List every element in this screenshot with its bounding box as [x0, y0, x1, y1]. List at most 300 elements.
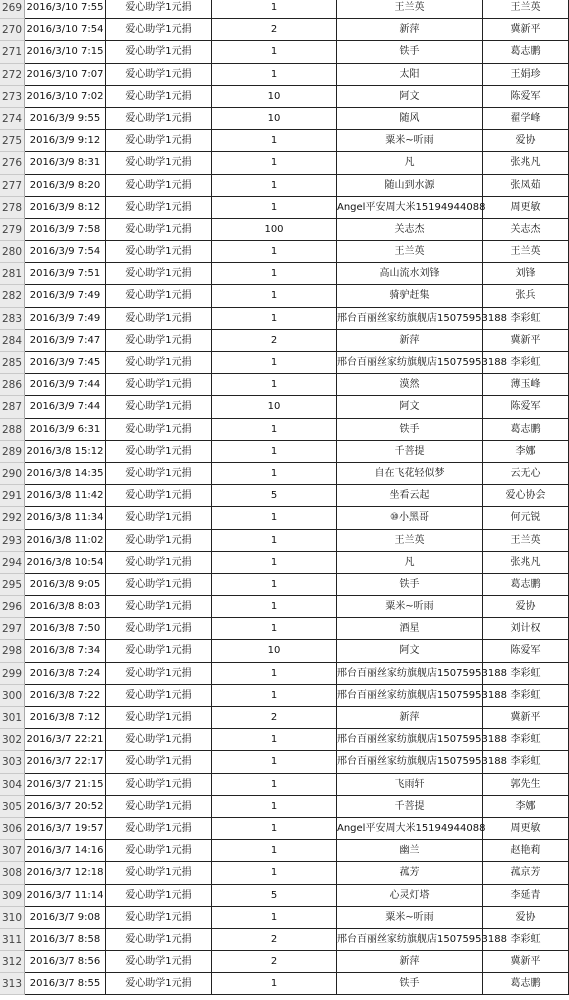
cell-date[interactable]: 2016/3/9 7:54 [25, 241, 106, 263]
row-header[interactable]: 269 [0, 0, 25, 19]
cell-donor-name[interactable]: 千菩提 [337, 441, 483, 463]
cell-date[interactable]: 2016/3/8 15:12 [25, 441, 106, 463]
cell-date[interactable]: 2016/3/10 7:07 [25, 64, 106, 86]
cell-amount[interactable]: 1 [212, 463, 337, 485]
cell-date[interactable]: 2016/3/9 7:44 [25, 396, 106, 418]
cell-amount[interactable]: 1 [212, 818, 337, 840]
cell-donor-name[interactable]: 粟米~听雨 [337, 907, 483, 929]
cell-project[interactable]: 爱心助学1元捐 [106, 685, 212, 707]
table-row [0, 41, 569, 63]
cell-date[interactable]: 2016/3/7 20:52 [25, 796, 106, 818]
table-row [0, 19, 569, 41]
cell-recorder[interactable]: 王娟珍 [483, 64, 569, 86]
cell-amount[interactable]: 10 [212, 640, 337, 662]
cell-project[interactable]: 爱心助学1元捐 [106, 951, 212, 973]
cell-project[interactable]: 爱心助学1元捐 [106, 729, 212, 751]
cell-donor-name[interactable]: 铁手 [337, 419, 483, 441]
cell-recorder[interactable]: 冀新平 [483, 330, 569, 352]
table-row [0, 796, 569, 818]
table-row [0, 774, 569, 796]
cell-amount[interactable]: 1 [212, 374, 337, 396]
cell-donor-name[interactable]: 阿文 [337, 396, 483, 418]
cell-donor-name[interactable]: 随山到水源 [337, 175, 483, 197]
cell-donor-name[interactable]: 高山流水刘锋 [337, 263, 483, 285]
row-header[interactable]: 277 [0, 175, 25, 197]
row-header[interactable]: 290 [0, 463, 25, 485]
cell-date[interactable]: 2016/3/8 7:24 [25, 663, 106, 685]
cell-project[interactable]: 爱心助学1元捐 [106, 574, 212, 596]
cell-project[interactable]: 爱心助学1元捐 [106, 707, 212, 729]
cell-date[interactable]: 2016/3/9 7:58 [25, 219, 106, 241]
cell-project[interactable]: 爱心助学1元捐 [106, 130, 212, 152]
row-header[interactable]: 309 [0, 885, 25, 907]
cell-amount[interactable]: 1 [212, 130, 337, 152]
row-header[interactable]: 298 [0, 640, 25, 662]
cell-donor-name[interactable]: 骑驴赶集 [337, 285, 483, 307]
cell-recorder[interactable]: 李彩虹 [483, 308, 569, 330]
cell-recorder[interactable]: 葛志鹏 [483, 574, 569, 596]
cell-donor-name[interactable]: ⑩小黑哥 [337, 507, 483, 529]
cell-project[interactable]: 爱心助学1元捐 [106, 263, 212, 285]
cell-amount[interactable]: 1 [212, 241, 337, 263]
cell-recorder[interactable]: 爱协 [483, 130, 569, 152]
table-row [0, 463, 569, 485]
cell-donor-name[interactable]: 邢台百丽丝家纺旗舰店15075953188 [337, 352, 483, 374]
cell-date[interactable]: 2016/3/8 14:35 [25, 463, 106, 485]
cell-recorder[interactable]: 云无心 [483, 463, 569, 485]
cell-recorder[interactable]: 陈爱军 [483, 396, 569, 418]
cell-donor-name[interactable]: 邢台百丽丝家纺旗舰店15075953188 [337, 751, 483, 773]
cell-donor-name[interactable]: 阿文 [337, 640, 483, 662]
cell-project[interactable]: 爱心助学1元捐 [106, 419, 212, 441]
cell-amount[interactable]: 1 [212, 663, 337, 685]
cell-date[interactable]: 2016/3/7 8:56 [25, 951, 106, 973]
cell-date[interactable]: 2016/3/9 8:20 [25, 175, 106, 197]
row-header[interactable]: 271 [0, 41, 25, 63]
cell-amount[interactable]: 1 [212, 729, 337, 751]
cell-date[interactable]: 2016/3/9 7:45 [25, 352, 106, 374]
cell-project[interactable]: 爱心助学1元捐 [106, 663, 212, 685]
row-header[interactable]: 274 [0, 108, 25, 130]
cell-amount[interactable]: 5 [212, 485, 337, 507]
cell-donor-name[interactable]: 漠然 [337, 374, 483, 396]
table-row [0, 596, 569, 618]
table-row [0, 618, 569, 640]
cell-donor-name[interactable]: 铁手 [337, 973, 483, 995]
cell-amount[interactable]: 10 [212, 396, 337, 418]
row-header[interactable]: 292 [0, 507, 25, 529]
cell-amount[interactable]: 100 [212, 219, 337, 241]
cell-date[interactable]: 2016/3/9 9:12 [25, 130, 106, 152]
cell-recorder[interactable]: 菰京芳 [483, 862, 569, 884]
cell-recorder[interactable]: 周更敏 [483, 818, 569, 840]
cell-recorder[interactable]: 陈爱军 [483, 86, 569, 108]
cell-amount[interactable]: 2 [212, 19, 337, 41]
cell-project[interactable]: 爱心助学1元捐 [106, 396, 212, 418]
cell-project[interactable]: 爱心助学1元捐 [106, 86, 212, 108]
row-header[interactable]: 286 [0, 374, 25, 396]
cell-recorder[interactable]: 张兵 [483, 285, 569, 307]
cell-amount[interactable]: 1 [212, 507, 337, 529]
cell-amount[interactable]: 1 [212, 618, 337, 640]
cell-donor-name[interactable]: 飞雨轩 [337, 774, 483, 796]
row-header[interactable]: 282 [0, 285, 25, 307]
cell-project[interactable]: 爱心助学1元捐 [106, 929, 212, 951]
cell-recorder[interactable]: 李彩虹 [483, 685, 569, 707]
cell-project[interactable]: 爱心助学1元捐 [106, 507, 212, 529]
cell-donor-name[interactable]: 王兰英 [337, 0, 483, 19]
table-row [0, 862, 569, 884]
cell-project[interactable]: 爱心助学1元捐 [106, 485, 212, 507]
cell-project[interactable]: 爱心助学1元捐 [106, 330, 212, 352]
cell-project[interactable]: 爱心助学1元捐 [106, 862, 212, 884]
table-row [0, 352, 569, 374]
cell-date[interactable]: 2016/3/8 8:03 [25, 596, 106, 618]
row-header[interactable]: 311 [0, 929, 25, 951]
table-row [0, 818, 569, 840]
cell-recorder[interactable]: 张凤茹 [483, 175, 569, 197]
row-header[interactable]: 305 [0, 796, 25, 818]
cell-amount[interactable]: 1 [212, 907, 337, 929]
row-header[interactable]: 288 [0, 419, 25, 441]
cell-donor-name[interactable]: 心灵灯塔 [337, 885, 483, 907]
cell-recorder[interactable]: 葛志鹏 [483, 419, 569, 441]
table-row [0, 663, 569, 685]
cell-recorder[interactable]: 李娜 [483, 796, 569, 818]
cell-project[interactable]: 爱心助学1元捐 [106, 818, 212, 840]
cell-recorder[interactable]: 李彩虹 [483, 751, 569, 773]
cell-donor-name[interactable]: 凡 [337, 152, 483, 174]
row-header[interactable]: 306 [0, 818, 25, 840]
row-header[interactable]: 285 [0, 352, 25, 374]
cell-recorder[interactable]: 关志杰 [483, 219, 569, 241]
cell-donor-name[interactable]: 新萍 [337, 19, 483, 41]
cell-recorder[interactable]: 王兰英 [483, 0, 569, 19]
cell-date[interactable]: 2016/3/7 8:55 [25, 973, 106, 995]
cell-date[interactable]: 2016/3/7 19:57 [25, 818, 106, 840]
row-header[interactable]: 273 [0, 86, 25, 108]
cell-date[interactable]: 2016/3/10 7:15 [25, 41, 106, 63]
row-header[interactable]: 304 [0, 774, 25, 796]
cell-project[interactable]: 爱心助学1元捐 [106, 241, 212, 263]
table-row [0, 330, 569, 352]
cell-donor-name[interactable]: 酒星 [337, 618, 483, 640]
cell-date[interactable]: 2016/3/9 7:49 [25, 285, 106, 307]
cell-amount[interactable]: 1 [212, 552, 337, 574]
row-header[interactable]: 283 [0, 308, 25, 330]
cell-recorder[interactable]: 陈爱军 [483, 640, 569, 662]
cell-donor-name[interactable]: 邢台百丽丝家纺旗舰店15075953188 [337, 929, 483, 951]
row-header[interactable]: 308 [0, 862, 25, 884]
cell-date[interactable]: 2016/3/9 7:51 [25, 263, 106, 285]
cell-date[interactable]: 2016/3/8 10:54 [25, 552, 106, 574]
cell-amount[interactable]: 1 [212, 419, 337, 441]
table-row [0, 907, 569, 929]
cell-date[interactable]: 2016/3/8 9:05 [25, 574, 106, 596]
cell-project[interactable]: 爱心助学1元捐 [106, 840, 212, 862]
cell-amount[interactable]: 1 [212, 175, 337, 197]
cell-donor-name[interactable]: 坐看云起 [337, 485, 483, 507]
cell-project[interactable]: 爱心助学1元捐 [106, 0, 212, 19]
cell-date[interactable]: 2016/3/10 7:54 [25, 19, 106, 41]
table-row [0, 552, 569, 574]
cell-project[interactable]: 爱心助学1元捐 [106, 463, 212, 485]
cell-project[interactable]: 爱心助学1元捐 [106, 152, 212, 174]
cell-recorder[interactable]: 张兆凡 [483, 152, 569, 174]
cell-donor-name[interactable]: 千菩提 [337, 796, 483, 818]
cell-date[interactable]: 2016/3/10 7:02 [25, 86, 106, 108]
row-header[interactable]: 310 [0, 907, 25, 929]
cell-recorder[interactable]: 何元锐 [483, 507, 569, 529]
table-row [0, 707, 569, 729]
row-header[interactable]: 278 [0, 197, 25, 219]
cell-date[interactable]: 2016/3/9 7:47 [25, 330, 106, 352]
cell-project[interactable]: 爱心助学1元捐 [106, 308, 212, 330]
cell-donor-name[interactable]: Angel平安周大米15194944088 [337, 818, 483, 840]
cell-project[interactable]: 爱心助学1元捐 [106, 352, 212, 374]
cell-recorder[interactable]: 冀新平 [483, 707, 569, 729]
cell-date[interactable]: 2016/3/9 9:55 [25, 108, 106, 130]
cell-date[interactable]: 2016/3/8 7:34 [25, 640, 106, 662]
cell-project[interactable]: 爱心助学1元捐 [106, 197, 212, 219]
cell-date[interactable]: 2016/3/7 22:17 [25, 751, 106, 773]
cell-recorder[interactable]: 爱协 [483, 907, 569, 929]
row-header[interactable]: 313 [0, 973, 25, 995]
cell-donor-name[interactable]: 铁手 [337, 41, 483, 63]
cell-donor-name[interactable]: 邢台百丽丝家纺旗舰店15075953188 [337, 308, 483, 330]
cell-amount[interactable]: 1 [212, 263, 337, 285]
table-row [0, 241, 569, 263]
row-header[interactable]: 276 [0, 152, 25, 174]
row-header[interactable]: 307 [0, 840, 25, 862]
cell-date[interactable]: 2016/3/7 12:18 [25, 862, 106, 884]
cell-project[interactable]: 爱心助学1元捐 [106, 973, 212, 995]
table-row [0, 929, 569, 951]
cell-recorder[interactable]: 李彩虹 [483, 663, 569, 685]
cell-amount[interactable]: 2 [212, 330, 337, 352]
table-row [0, 840, 569, 862]
cell-date[interactable]: 2016/3/8 11:42 [25, 485, 106, 507]
row-header[interactable]: 293 [0, 530, 25, 552]
table-row [0, 574, 569, 596]
cell-date[interactable]: 2016/3/9 8:31 [25, 152, 106, 174]
cell-recorder[interactable]: 葛志鹏 [483, 41, 569, 63]
cell-project[interactable]: 爱心助学1元捐 [106, 640, 212, 662]
cell-amount[interactable]: 1 [212, 596, 337, 618]
cell-date[interactable]: 2016/3/7 14:16 [25, 840, 106, 862]
cell-project[interactable]: 爱心助学1元捐 [106, 441, 212, 463]
cell-amount[interactable]: 1 [212, 774, 337, 796]
cell-amount[interactable]: 1 [212, 530, 337, 552]
cell-amount[interactable]: 2 [212, 951, 337, 973]
cell-project[interactable]: 爱心助学1元捐 [106, 796, 212, 818]
row-header[interactable]: 287 [0, 396, 25, 418]
cell-amount[interactable]: 1 [212, 840, 337, 862]
cell-amount[interactable]: 1 [212, 0, 337, 19]
cell-date[interactable]: 2016/3/9 7:49 [25, 308, 106, 330]
cell-amount[interactable]: 1 [212, 285, 337, 307]
cell-date[interactable]: 2016/3/8 11:34 [25, 507, 106, 529]
cell-project[interactable]: 爱心助学1元捐 [106, 596, 212, 618]
cell-recorder[interactable]: 翟学峰 [483, 108, 569, 130]
cell-amount[interactable]: 5 [212, 885, 337, 907]
row-header[interactable]: 272 [0, 64, 25, 86]
cell-recorder[interactable]: 薄玉峰 [483, 374, 569, 396]
cell-donor-name[interactable]: 太阳 [337, 64, 483, 86]
cell-project[interactable]: 爱心助学1元捐 [106, 618, 212, 640]
cell-amount[interactable]: 1 [212, 685, 337, 707]
cell-amount[interactable]: 1 [212, 862, 337, 884]
table-row [0, 951, 569, 973]
cell-recorder[interactable]: 爱心协会 [483, 485, 569, 507]
cell-donor-name[interactable]: Angel平安周大米15194944088 [337, 197, 483, 219]
row-header[interactable]: 300 [0, 685, 25, 707]
cell-project[interactable]: 爱心助学1元捐 [106, 530, 212, 552]
cell-project[interactable]: 爱心助学1元捐 [106, 907, 212, 929]
cell-donor-name[interactable]: 粟米~听雨 [337, 596, 483, 618]
cell-recorder[interactable]: 冀新平 [483, 19, 569, 41]
cell-donor-name[interactable]: 阿文 [337, 86, 483, 108]
table-row [0, 86, 569, 108]
cell-recorder[interactable]: 冀新平 [483, 951, 569, 973]
row-header[interactable]: 284 [0, 330, 25, 352]
cell-amount[interactable]: 10 [212, 108, 337, 130]
row-header[interactable]: 303 [0, 751, 25, 773]
table-row [0, 419, 569, 441]
cell-amount[interactable]: 1 [212, 441, 337, 463]
cell-donor-name[interactable]: 新萍 [337, 951, 483, 973]
cell-amount[interactable]: 1 [212, 152, 337, 174]
row-header[interactable]: 294 [0, 552, 25, 574]
cell-date[interactable]: 2016/3/7 21:15 [25, 774, 106, 796]
cell-date[interactable]: 2016/3/7 11:14 [25, 885, 106, 907]
cell-recorder[interactable]: 王兰英 [483, 241, 569, 263]
cell-amount[interactable]: 1 [212, 973, 337, 995]
cell-project[interactable]: 爱心助学1元捐 [106, 108, 212, 130]
cell-amount[interactable]: 1 [212, 751, 337, 773]
cell-date[interactable]: 2016/3/9 8:12 [25, 197, 106, 219]
table-row [0, 441, 569, 463]
cell-project[interactable]: 爱心助学1元捐 [106, 885, 212, 907]
cell-recorder[interactable]: 李彩虹 [483, 929, 569, 951]
cell-date[interactable]: 2016/3/7 9:08 [25, 907, 106, 929]
cell-recorder[interactable]: 爱协 [483, 596, 569, 618]
cell-recorder[interactable]: 刘计权 [483, 618, 569, 640]
cell-recorder[interactable]: 李彩虹 [483, 729, 569, 751]
row-header[interactable]: 312 [0, 951, 25, 973]
row-header[interactable]: 295 [0, 574, 25, 596]
cell-donor-name[interactable]: 邢台百丽丝家纺旗舰店15075953188 [337, 663, 483, 685]
cell-recorder[interactable]: 李延青 [483, 885, 569, 907]
cell-amount[interactable]: 1 [212, 796, 337, 818]
row-header[interactable]: 275 [0, 130, 25, 152]
cell-recorder[interactable]: 郭先生 [483, 774, 569, 796]
cell-donor-name[interactable]: 幽兰 [337, 840, 483, 862]
cell-amount[interactable]: 1 [212, 308, 337, 330]
cell-recorder[interactable]: 赵艳莉 [483, 840, 569, 862]
cell-project[interactable]: 爱心助学1元捐 [106, 219, 212, 241]
cell-donor-name[interactable]: 粟米~听雨 [337, 130, 483, 152]
cell-donor-name[interactable]: 菰芳 [337, 862, 483, 884]
cell-donor-name[interactable]: 关志杰 [337, 219, 483, 241]
cell-recorder[interactable]: 李娜 [483, 441, 569, 463]
cell-project[interactable]: 爱心助学1元捐 [106, 774, 212, 796]
table-row [0, 729, 569, 751]
cell-amount[interactable]: 1 [212, 64, 337, 86]
cell-amount[interactable]: 10 [212, 86, 337, 108]
table-row [0, 197, 569, 219]
cell-project[interactable]: 爱心助学1元捐 [106, 64, 212, 86]
cell-donor-name[interactable]: 随风 [337, 108, 483, 130]
cell-donor-name[interactable]: 邢台百丽丝家纺旗舰店15075953188 [337, 685, 483, 707]
row-header[interactable]: 280 [0, 241, 25, 263]
cell-recorder[interactable]: 张兆凡 [483, 552, 569, 574]
table-row [0, 374, 569, 396]
cell-date[interactable]: 2016/3/7 8:58 [25, 929, 106, 951]
cell-project[interactable]: 爱心助学1元捐 [106, 552, 212, 574]
cell-date[interactable]: 2016/3/8 7:50 [25, 618, 106, 640]
cell-project[interactable]: 爱心助学1元捐 [106, 41, 212, 63]
row-header[interactable]: 279 [0, 219, 25, 241]
cell-recorder[interactable]: 刘锋 [483, 263, 569, 285]
cell-amount[interactable]: 2 [212, 707, 337, 729]
row-header[interactable]: 301 [0, 707, 25, 729]
cell-recorder[interactable]: 周更敏 [483, 197, 569, 219]
cell-date[interactable]: 2016/3/8 7:22 [25, 685, 106, 707]
cell-donor-name[interactable]: 新萍 [337, 330, 483, 352]
row-header[interactable]: 297 [0, 618, 25, 640]
row-header[interactable]: 302 [0, 729, 25, 751]
row-header[interactable]: 299 [0, 663, 25, 685]
row-header[interactable]: 281 [0, 263, 25, 285]
cell-amount[interactable]: 1 [212, 41, 337, 63]
cell-date[interactable]: 2016/3/8 11:02 [25, 530, 106, 552]
cell-date[interactable]: 2016/3/7 22:21 [25, 729, 106, 751]
cell-donor-name[interactable]: 铁手 [337, 574, 483, 596]
cell-donor-name[interactable]: 邢台百丽丝家纺旗舰店15075953188 [337, 729, 483, 751]
cell-date[interactable]: 2016/3/10 7:55 [25, 0, 106, 19]
table-row [0, 507, 569, 529]
cell-amount[interactable]: 1 [212, 197, 337, 219]
cell-recorder[interactable]: 葛志鹏 [483, 973, 569, 995]
cell-project[interactable]: 爱心助学1元捐 [106, 285, 212, 307]
cell-amount[interactable]: 1 [212, 574, 337, 596]
cell-recorder[interactable]: 王兰英 [483, 530, 569, 552]
cell-date[interactable]: 2016/3/9 7:44 [25, 374, 106, 396]
cell-amount[interactable]: 1 [212, 352, 337, 374]
cell-recorder[interactable]: 李彩虹 [483, 352, 569, 374]
cell-amount[interactable]: 2 [212, 929, 337, 951]
cell-project[interactable]: 爱心助学1元捐 [106, 19, 212, 41]
cell-date[interactable]: 2016/3/8 7:12 [25, 707, 106, 729]
cell-donor-name[interactable]: 王兰英 [337, 530, 483, 552]
cell-donor-name[interactable]: 王兰英 [337, 241, 483, 263]
row-header[interactable]: 270 [0, 19, 25, 41]
cell-donor-name[interactable]: 自在飞花轻似梦 [337, 463, 483, 485]
row-header[interactable]: 289 [0, 441, 25, 463]
cell-donor-name[interactable]: 新萍 [337, 707, 483, 729]
table-row [0, 219, 569, 241]
row-header[interactable]: 296 [0, 596, 25, 618]
cell-project[interactable]: 爱心助学1元捐 [106, 751, 212, 773]
row-header[interactable]: 291 [0, 485, 25, 507]
cell-project[interactable]: 爱心助学1元捐 [106, 175, 212, 197]
cell-project[interactable]: 爱心助学1元捐 [106, 374, 212, 396]
cell-date[interactable]: 2016/3/9 6:31 [25, 419, 106, 441]
table-row [0, 152, 569, 174]
table-row [0, 130, 569, 152]
cell-donor-name[interactable]: 凡 [337, 552, 483, 574]
